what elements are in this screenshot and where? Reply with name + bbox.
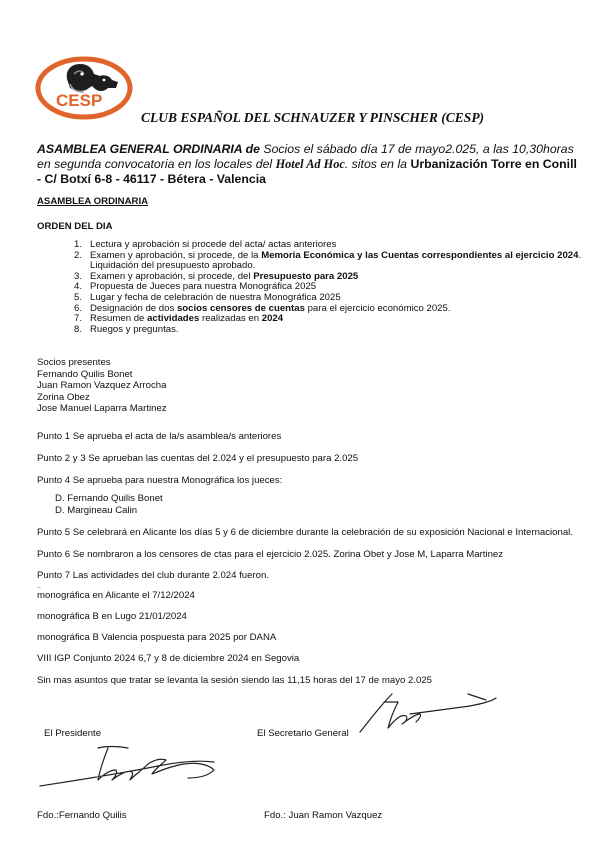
agenda-item-number: 5. [74, 291, 83, 303]
socio-name: Juan Ramon Vazquez Arrocha [37, 380, 167, 391]
punto-7: Punto 7 Las actividades del club durante 2.024 fueron. [37, 570, 270, 581]
assembly-lead: ASAMBLEA GENERAL ORDINARIA de [37, 142, 260, 156]
agenda-list [74, 240, 584, 335]
agenda-item-text: Propuesta de Jueces para nuestra Monográfica 2025 [90, 281, 317, 293]
agenda-item-text: Examen y aprobación, si procede, de la [90, 249, 262, 261]
agenda-item-text: Resumen de [90, 313, 148, 325]
punto-4: Punto 4 Se aprueba para nuestra Monográfica los jueces: [37, 475, 283, 486]
agenda-item-number: 3. [74, 270, 83, 282]
presidente-label: El Presidente [44, 728, 102, 739]
agenda-item-text: Designación de dos [90, 302, 177, 314]
agenda-item-text: Memoria Económica y las Cuentas correspondientes al ejercicio 2024 [261, 249, 579, 261]
presidente-name: Fdo.:Fernando Quilis [37, 810, 127, 821]
logo-text: CESP [56, 91, 103, 110]
jueces-list [55, 493, 163, 516]
activity-item: monográfica B Valencia pospuesta para 2025 por DANA [37, 632, 277, 643]
punto-5: Punto 5 Se celebrará en Alicante los días 5 y 6 de diciembre durante la celebración de su exposición Nacional e Internacional. [37, 527, 573, 538]
club-title: CLUB ESPAÑOL DEL SCHNAUZER Y PINSCHER (CESP) [141, 110, 485, 125]
agenda-item-text: realizadas en [199, 313, 262, 325]
punto-1: Punto 1 Se aprueba el acta de la/s asamblea/s anteriores [37, 431, 282, 442]
agenda-item-number: 7. [74, 313, 83, 325]
socio-name: Fernando Quilis Bonet [37, 368, 133, 380]
orden-title: ORDEN DEL DIA [37, 221, 113, 232]
section-title: ASAMBLEA ORDINARIA [37, 196, 149, 207]
agenda-item [74, 325, 584, 336]
agenda-item-text: socios censores de cuentas [176, 302, 305, 314]
juez-item: D. Fernando Quilis Bonet [55, 493, 163, 504]
agenda-item-number: 1. [74, 239, 83, 250]
assembly-paragraph [37, 142, 582, 187]
activity-item: VIII IGP Conjunto 2024 6,7 y 8 de diciembre 2024 en Segovia [37, 653, 300, 664]
juez-item: D. Margineau Calin [55, 504, 138, 516]
agenda-item-number: 2. [74, 249, 83, 261]
punto-6: Punto 6 Se nombraron a los censores de ctas para el ejercicio 2.025. Zorina Obet y Jose M, Laparra Martinez [37, 549, 504, 560]
agenda-item-number: 4. [74, 281, 83, 293]
agenda-item-text: Presupuesto para 2025 [253, 270, 359, 282]
ellipsis-mark: .. [37, 583, 41, 590]
agenda-item-number: 8. [74, 323, 83, 335]
assembly-hotel: Hotel Ad Hoc [275, 157, 345, 171]
agenda-item-text: Examen y aprobación, si procede, del [90, 270, 254, 282]
activity-item: monográfica en Alicante el 7/12/2024 [37, 590, 195, 601]
agenda-item-text: . Liquidación del presupuesto aprobado. [90, 249, 582, 272]
socios-label: Socios presentes [37, 357, 111, 368]
socio-name: Jose Manuel Laparra Martinez [37, 403, 167, 414]
assembly-text-1: Socios el sábado día 17 de mayo2.025, a las 10,30horas en segunda convocatoria en los locales del [37, 142, 574, 171]
agenda-item-number: 6. [74, 302, 83, 314]
assembly-text-2: . sitos en la [344, 157, 411, 171]
agenda-item-text: Lugar y fecha de celebración de nuestra Monográfica 2025 [90, 291, 341, 303]
socios-block [37, 357, 167, 415]
assembly-address: Urbanización Torre en Conill - C/ Botxí 6-8 - 46117 - Bétera - Valencia [37, 157, 577, 186]
secretario-name: Fdo.: Juan Ramon Vazquez [264, 810, 383, 821]
closing-statement: Sin mas asuntos que tratar se levanta la sesión siendo las 11,15 horas del 17 de mayo 2.025 [37, 675, 433, 686]
agenda-item-text: 2024 [261, 313, 284, 325]
secretario-label: El Secretario General [257, 728, 349, 739]
cesp-logo [34, 52, 142, 120]
agenda-item-text: Lectura y aprobación si procede del acta/ actas anteriores [90, 239, 337, 250]
agenda-item [74, 251, 584, 272]
agenda-item-text: para el ejercicio económico 2025. [304, 302, 451, 314]
agenda-item-text: actividades [147, 313, 200, 325]
secretario-signature [350, 684, 500, 736]
punto-2-3: Punto 2 y 3 Se aprueban las cuentas del 2.024 y el presupuesto para 2.025 [37, 453, 359, 464]
socio-name: Zorina Obez [37, 391, 90, 403]
presidente-signature [38, 740, 238, 790]
cesp-logo-graphic [34, 52, 142, 120]
agenda-item-text: Ruegos y preguntas. [90, 323, 179, 335]
activity-item: monográfica B en Lugo 21/01/2024 [37, 611, 187, 622]
